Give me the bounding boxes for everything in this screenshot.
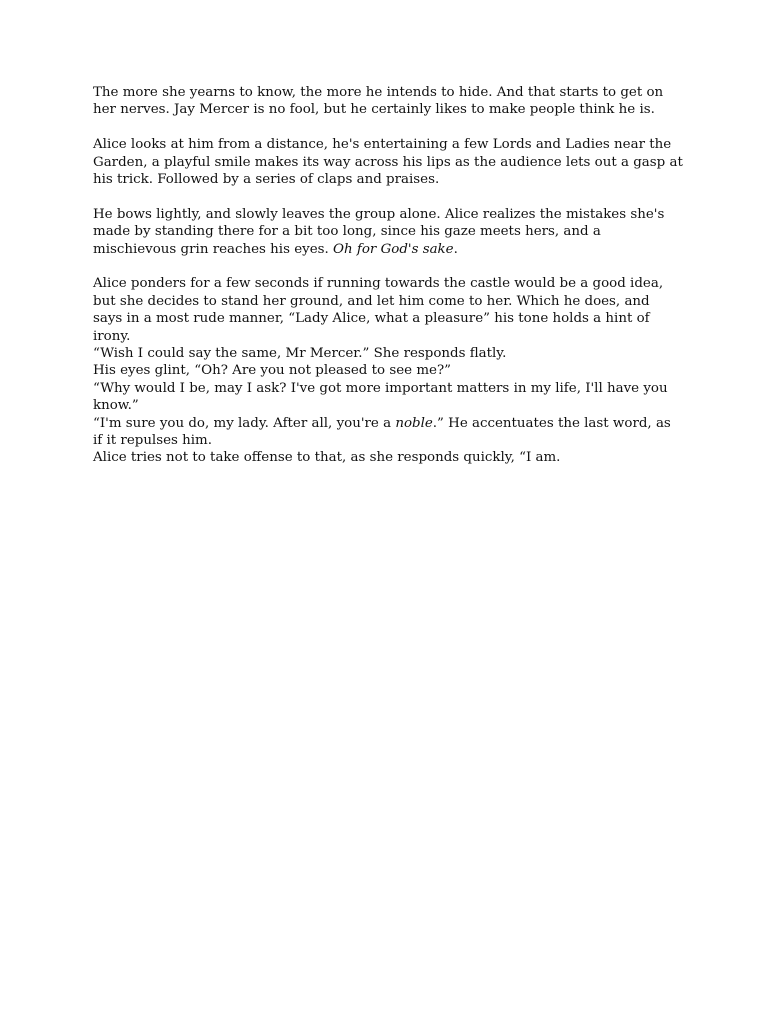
paragraph-3-italic: Oh for God's sake: [333, 241, 454, 257]
paragraph-4: Alice ponders for a few seconds if running towards the castle would be a good idea, but she decides to stand her ground, and let him come to her. Which he does, and says in a most rude manner, “Lady Alice, what a pleasure” his tone holds a hint of irony.: [93, 276, 664, 344]
dialogue-line-4-text: “I'm sure you do, my lady. After all, you're a: [93, 415, 396, 431]
paragraph-3-text: He bows lightly, and slowly leaves the group alone. Alice realizes the mistakes she's made by standing there for a bit too long, since his gaze meets hers, and a mischievous grin reaches his eyes.: [93, 206, 665, 257]
dialogue-line-4-italic: noble: [395, 415, 433, 431]
dialogue-line-3: “Why would I be, may I ask? I've got more important matters in my life, I'll have you know.”: [93, 380, 668, 414]
paragraph-3-end: .: [453, 241, 458, 257]
dialogue-line-1: “Wish I could say the same, Mr Mercer.” She responds flatly.: [93, 346, 507, 362]
dialogue-line-5: Alice tries not to take offense to that, as she responds quickly, “I am.: [93, 450, 561, 466]
paragraph-3: [93, 206, 683, 258]
paragraph-2: Alice looks at him from a distance, he's entertaining a few Lords and Ladies near the Garden, a playful smile makes its way across his lips as the audience lets out a gasp at his trick. Followed by a series of claps and praises.: [93, 137, 683, 188]
paragraph-1: The more she yearns to know, the more he intends to hide. And that starts to get on her nerves. Jay Mercer is no fool, but he certainly likes to make people think he is.: [93, 85, 664, 118]
dialogue-line-4-end: .” He accentuates the last word, as if it repulses him.: [93, 415, 671, 449]
document-page: [93, 84, 683, 467]
dialogue-line-4: [93, 415, 683, 450]
dialogue-line-2: His eyes glint, “Oh? Are you not pleased to see me?”: [93, 363, 451, 379]
